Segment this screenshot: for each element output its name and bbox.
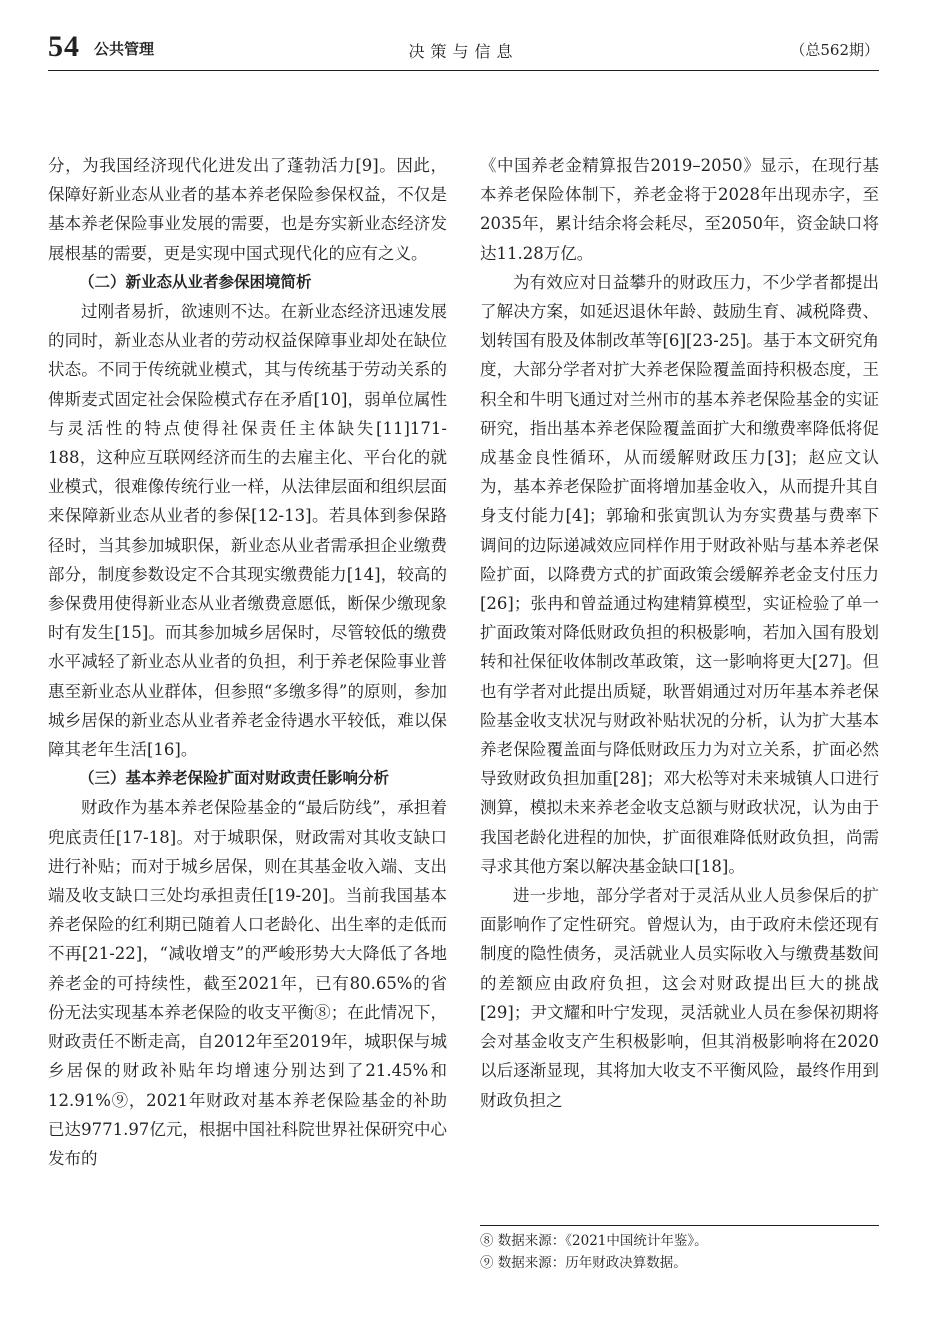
section-label: 公共管理 — [94, 40, 155, 58]
issue-number: （总562期） — [790, 41, 879, 59]
paragraph: 进一步地，部分学者对于灵活从业人员参保后的扩面影响作了定性研究。曾煜认为，由于政府未偿还现有制度的隐性债务，灵活就业人员实际收入与缴费基数间的差额应由政府负担，这会对财政提出巨大的挑战[29]；尹文耀和叶宁发现，灵活就业人员在参保初期将会对基金收支产生积极影响，但其消极影响将在2020以后逐渐显现，其将加大收支不平衡风险，最终作用到财政负担之 — [480, 886, 879, 1110]
paragraph: 财政作为基本养老保险基金的“最后防线”，承担着兜底责任[17-18]。对于城职保，财政需对其收支缺口进行补贴；而对于城乡居保，则在其基金收入端、支出端及收支缺口三处均承担责任[19-20]。当前我国基本养老保险的红利期已随着人口老龄化、出生率的走低而不再[21-22]，“减收增支”的严峻形势大大降低了各地养老金的可持续性，截至2021年，已有80.65%的省份无法实现基本养老保险的收支平衡⑧；在此情况下，财政责任不断走高，自2012年至2019年，城职保与城乡居保的财政补贴年均增速分别达到了21.45%和12.91%⑨，2021年财政对基本养老保险基金的补助已达9771.97亿元，根据中国社科院世界社保研究中心发布的 — [48, 798, 447, 1168]
page-number: 54 — [48, 30, 80, 63]
footnote: ⑨ 数据来源：历年财政决算数据。 — [480, 1255, 687, 1271]
footnote: ⑧ 数据来源：《2021中国统计年鉴》。 — [480, 1233, 708, 1249]
footnotes — [480, 1225, 879, 1274]
journal-name: 决策与信息 — [408, 42, 519, 61]
paragraph: 过刚者易折，欲速则不达。在新业态经济迅速发展的同时，新业态从业者的劳动权益保障事业却处在缺位状态。不同于传统就业模式，其与传统基于劳动关系的俾斯麦式固定社会保险模式存在矛盾[10]，弱单位属性与灵活性的特点使得社保责任主体缺失[11]171-188，这种应互联网经济而生的去雇主化、平台化的就业模式，很难像传统行业一样，从法律层面和组织层面来保障新业态从业者的参保[12-13]。若具体到参保路径时，当其参加城职保，新业态从业者需承担企业缴费部分，制度参数设定不合其现实缴费能力[14]，较高的参保费用使得新业态从业者缴费意愿低，断保少缴现象时有发生[15]。而其参加城乡居保时，尽管较低的缴费水平减轻了新业态从业者的负担，利于养老保险事业普惠至新业态从业群体，但参照“多缴多得”的原则，参加城乡居保的新业态从业者养老金待遇水平较低，难以保障其老年生活[16]。 — [48, 302, 447, 760]
paragraph: 《中国养老金精算报告2019–2050》显示，在现行基本养老保险体制下，养老金将于2028年出现赤字，至2035年，累计结余将会耗尽，至2050年，资金缺口将达11.28万亿。 — [480, 156, 879, 263]
section-heading: （三）基本养老保险扩面对财政责任影响分析 — [79, 769, 390, 788]
right-column — [480, 151, 879, 1115]
left-column — [48, 151, 447, 1173]
paragraph: 分，为我国经济现代化进发出了蓬勃活力[9]。因此，保障好新业态从业者的基本养老保险参保权益，不仅是基本养老保险事业发展的需要，也是夯实新业态经济发展根基的需要，更是实现中国式现代化的应有之义。 — [48, 156, 447, 263]
page-header — [48, 30, 879, 71]
paragraph: 为有效应对日益攀升的财政压力，不少学者都提出了解决方案，如延迟退休年龄、鼓励生育、减税降费、划转国有股及体制改革等[6][23-25]。基于本文研究角度，大部分学者对扩大养老保险覆盖面持积极态度，王积全和牛明飞通过对兰州市的基本养老保险基金的实证研究，指出基本养老保险覆盖面扩大和缴费率降低将促成基金良性循环，从而缓解财政压力[3]；赵应文认为，基本养老保险扩面将增加基金收入，从而提升其自身支付能力[4]；郭瑜和张寅凯认为夯实费基与费率下调间的边际递减效应同样作用于财政补贴与基本养老保险扩面，以降费方式的扩面政策会缓解养老金支付压力[26]；张冉和曾益通过构建精算模型，实证检验了单一扩面政策对降低财政负担的积极影响，若加入国有股划转和社保征收体制改革政策，这一影响将更大[27]。但也有学者对此提出质疑，耿晋娟通过对历年基本养老保险基金收支状况与财政补贴状况的分析，认为扩大基本养老保险覆盖面与降低财政压力为对立关系，扩面必然导致财政负担加重[28]；邓大松等对未来城镇人口进行测算，模拟未来养老金收支总额与财政状况，认为由于我国老龄化进程的加快，扩面很难降低财政负担，尚需寻求其他方案以解决基金缺口[18]。 — [480, 272, 879, 876]
section-heading: （二）新业态从业者参保困境简析 — [79, 272, 312, 291]
